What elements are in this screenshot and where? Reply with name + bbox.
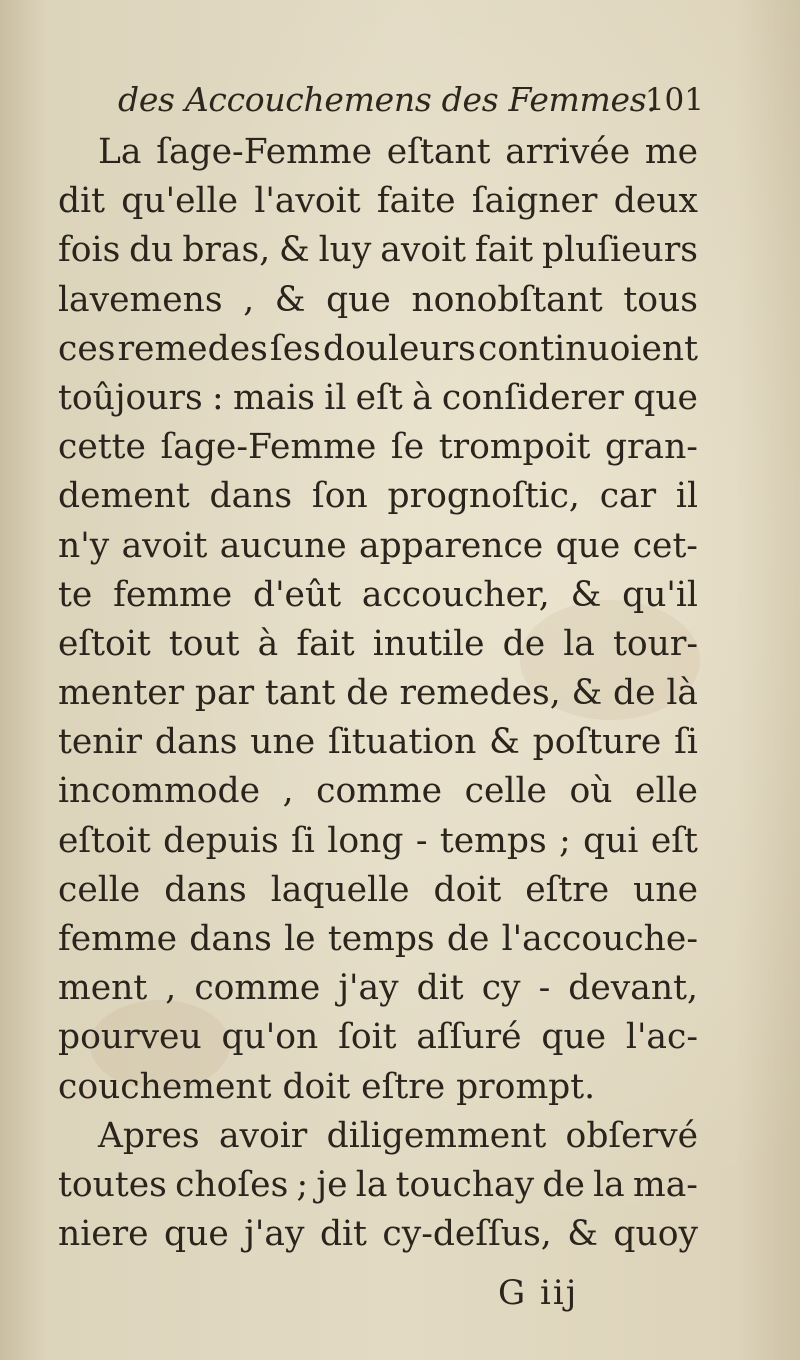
word: qu'elle [121, 181, 238, 222]
word: tour- [612, 623, 698, 664]
word: l'avoit [254, 181, 361, 222]
word: te [58, 574, 93, 615]
word: je [316, 1164, 348, 1205]
word: faite [376, 181, 456, 222]
word: & [567, 1214, 598, 1255]
word: elle [635, 771, 698, 812]
page-number: 101 [644, 82, 704, 118]
word: devant, [568, 968, 698, 1009]
word: eſtre [525, 869, 610, 910]
text-line: couchement doit eſtre prompt. [58, 1066, 596, 1107]
word: la [563, 623, 595, 664]
word: laquelle [270, 869, 410, 910]
word: obſervé [565, 1115, 698, 1156]
word: poſture [532, 722, 662, 763]
word: ces [58, 328, 116, 369]
word: luy [318, 230, 372, 271]
word: cy [481, 968, 521, 1009]
word: où [569, 771, 613, 812]
word: eſt [355, 377, 403, 418]
word: arrivée [505, 132, 631, 172]
text-line [58, 915, 698, 964]
word: apparence [359, 525, 544, 566]
word: trompoit [438, 427, 591, 468]
body-text [58, 128, 698, 1259]
word: eſtant [386, 132, 491, 172]
word: d'eût [252, 574, 342, 615]
word: dans [164, 869, 247, 910]
word: dans [189, 919, 272, 959]
word: ſituation [327, 722, 477, 763]
word: pluſieurs [542, 230, 698, 271]
text-line [58, 522, 698, 571]
word: mais [232, 377, 315, 418]
word: il [675, 476, 698, 517]
word: dit [58, 181, 105, 222]
word: eſtoit [58, 623, 151, 664]
word: ſage-Femme [156, 132, 373, 172]
word: là [666, 673, 698, 714]
word: le [284, 919, 316, 959]
word: j'ay [244, 1214, 305, 1255]
word: qui [583, 820, 639, 861]
word: que [164, 1214, 229, 1255]
word: ſon [311, 476, 368, 517]
word: ſaigner [471, 181, 598, 222]
word: ſe [390, 427, 425, 468]
word: ; [559, 820, 571, 861]
word: fait [296, 623, 355, 664]
word: aucune [219, 525, 347, 566]
word: ſi [291, 820, 315, 861]
text-line [58, 1013, 698, 1062]
word: la [355, 1164, 388, 1205]
word: aſſuré [416, 1017, 522, 1058]
word: niere [58, 1214, 149, 1255]
word: cet- [632, 525, 698, 566]
word: - [538, 968, 551, 1009]
word: dans [154, 722, 238, 763]
word: tenir [58, 722, 143, 763]
word: à [257, 623, 279, 664]
word: de [613, 673, 656, 714]
word: qu'on [221, 1017, 319, 1058]
word: & [279, 230, 310, 271]
word: cy-deſſus, [382, 1214, 552, 1255]
word: de [346, 673, 389, 714]
word: toûjours [58, 377, 203, 418]
word: Apres [98, 1115, 200, 1156]
word: me [644, 132, 698, 172]
text-line [58, 374, 698, 423]
word: une [633, 869, 698, 910]
word: celle [464, 771, 547, 812]
word: menter [58, 673, 185, 714]
word: ment [58, 968, 148, 1009]
word: prognoſtic, [387, 476, 580, 517]
word: dans [209, 476, 293, 517]
word: inutile [372, 623, 485, 664]
word: gran- [604, 427, 698, 468]
word: incommode [58, 771, 261, 812]
word: continuoient [478, 328, 698, 369]
word: cette [58, 427, 146, 468]
word: tant [264, 673, 336, 714]
word: ſoit [338, 1017, 397, 1058]
word: nonobſtant [411, 279, 603, 320]
word: remedes, [399, 673, 561, 714]
text-line [58, 1210, 698, 1259]
word: La [98, 132, 142, 172]
page-header [118, 80, 710, 130]
word: conſiderer [441, 377, 624, 418]
signature-mark: G iij [498, 1273, 579, 1313]
word: ſage-Femme [160, 427, 377, 468]
word: remedes [117, 328, 268, 369]
word: n'y [58, 525, 110, 566]
word: celle [58, 869, 141, 910]
word: bras, [182, 230, 271, 271]
text-line [58, 325, 698, 374]
word: & [489, 722, 520, 763]
word: long [327, 820, 404, 861]
word: dement [58, 476, 190, 517]
text-line [58, 571, 698, 620]
text-line [58, 866, 698, 915]
word: l'accouche- [501, 919, 698, 959]
text-line [58, 177, 698, 226]
word: temps [439, 820, 547, 861]
text-line [58, 767, 698, 816]
word: il [324, 377, 347, 418]
word: de [502, 623, 546, 664]
word: & [571, 673, 603, 714]
word: dit [416, 968, 464, 1009]
word: , [165, 968, 177, 1009]
word: j'ay [338, 968, 399, 1009]
word: , [243, 279, 255, 320]
word: eſt [650, 820, 698, 861]
text-line [58, 128, 698, 177]
text-line [58, 276, 698, 325]
word: - [415, 820, 428, 861]
word: deux [613, 181, 698, 222]
word: de [542, 1164, 585, 1205]
word: choſes [175, 1164, 289, 1205]
text-line [58, 423, 698, 472]
word: , [282, 771, 294, 812]
text-line [58, 472, 698, 521]
word: une [250, 722, 316, 763]
word: femme [113, 574, 233, 615]
word: pourveu [58, 1017, 202, 1058]
word: quoy [613, 1214, 698, 1255]
word: du [129, 230, 174, 271]
text-line [58, 1161, 698, 1210]
word: doit [433, 869, 502, 910]
word: ſes [269, 328, 321, 369]
word: de [446, 919, 490, 959]
word: l'ac- [625, 1017, 698, 1058]
word: diligemment [326, 1115, 547, 1156]
text-line [58, 964, 698, 1013]
text-line [58, 226, 698, 275]
word: femme [58, 919, 178, 959]
word: à [412, 377, 433, 418]
text-line [58, 669, 698, 718]
word: que [541, 1017, 607, 1058]
word: depuis [163, 820, 279, 861]
word: la [593, 1164, 625, 1205]
word: accoucher, [361, 574, 550, 615]
word: & [570, 574, 602, 615]
word: comme [316, 771, 443, 812]
word: & [274, 279, 306, 320]
word: par [194, 673, 255, 714]
word: dit [319, 1214, 367, 1255]
word: comme [194, 968, 321, 1009]
word: fois [58, 230, 121, 271]
word: douleurs [322, 328, 476, 369]
text-line [58, 620, 698, 669]
word: que [633, 377, 698, 418]
text-line [58, 1112, 698, 1161]
word: temps [327, 919, 435, 959]
word: que [326, 279, 391, 320]
word: car [599, 476, 657, 517]
word: lavemens [58, 279, 223, 320]
word: ſi [674, 722, 698, 763]
word: qu'il [622, 574, 698, 615]
word: : [212, 377, 224, 418]
word: tout [168, 623, 240, 664]
word: avoir [218, 1115, 308, 1156]
word: eſtoit [58, 820, 151, 861]
word: tous [623, 279, 698, 320]
text-line [58, 718, 698, 767]
word: avoit [380, 230, 466, 271]
word: ; [296, 1164, 309, 1205]
running-head: des Accouchemens des Femmes. [118, 80, 657, 119]
word: que [555, 525, 621, 566]
text-line [58, 817, 698, 866]
word: avoit [121, 525, 208, 566]
word: touchay [395, 1164, 535, 1205]
word: fait [474, 230, 534, 271]
word: ma- [633, 1164, 698, 1205]
word: toutes [58, 1164, 167, 1205]
